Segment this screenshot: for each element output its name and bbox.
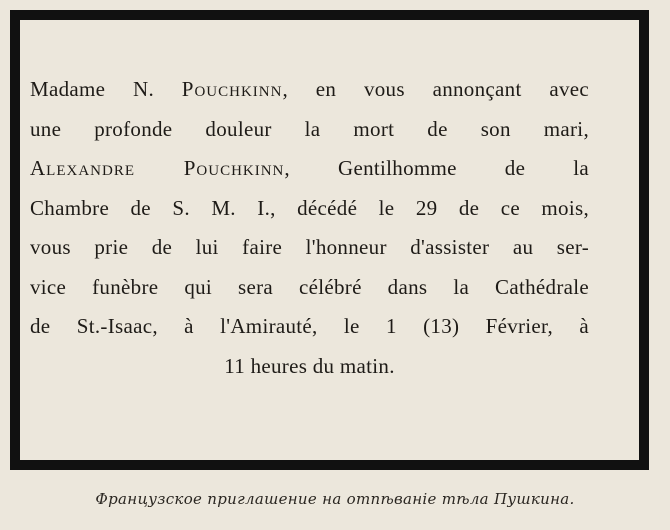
figure-caption: Французское приглашение на отпѣванiе тѣла Пушкина. bbox=[95, 490, 575, 508]
notice-line: vous prie de lui faire l'honneur d'assister au ser- bbox=[30, 235, 589, 259]
invitation-text bbox=[30, 70, 589, 386]
notice-line: une profonde douleur la mort de son mari, bbox=[30, 116, 589, 141]
full-name-smallcaps: Alexandre Pouchkinn bbox=[30, 156, 285, 180]
notice-line-final: 11 heures du matin. bbox=[224, 353, 395, 378]
surname-smallcaps: Pouchkinn bbox=[181, 77, 283, 101]
notice-line: Madame N. Pouchkinn, en vous annonçant avec bbox=[30, 77, 589, 101]
notice-line: Alexandre Pouchkinn, Gentilhomme de la bbox=[30, 156, 590, 180]
notice-line: vice funèbre qui sera célébré dans la Cathédrale bbox=[30, 274, 589, 299]
notice-line: de St.-Isaac, à l'Amirauté, le 1 (13) Février, à bbox=[30, 314, 589, 338]
notice-line: Chambre de S. M. I., décédé le 29 de ce mois, bbox=[30, 195, 589, 220]
